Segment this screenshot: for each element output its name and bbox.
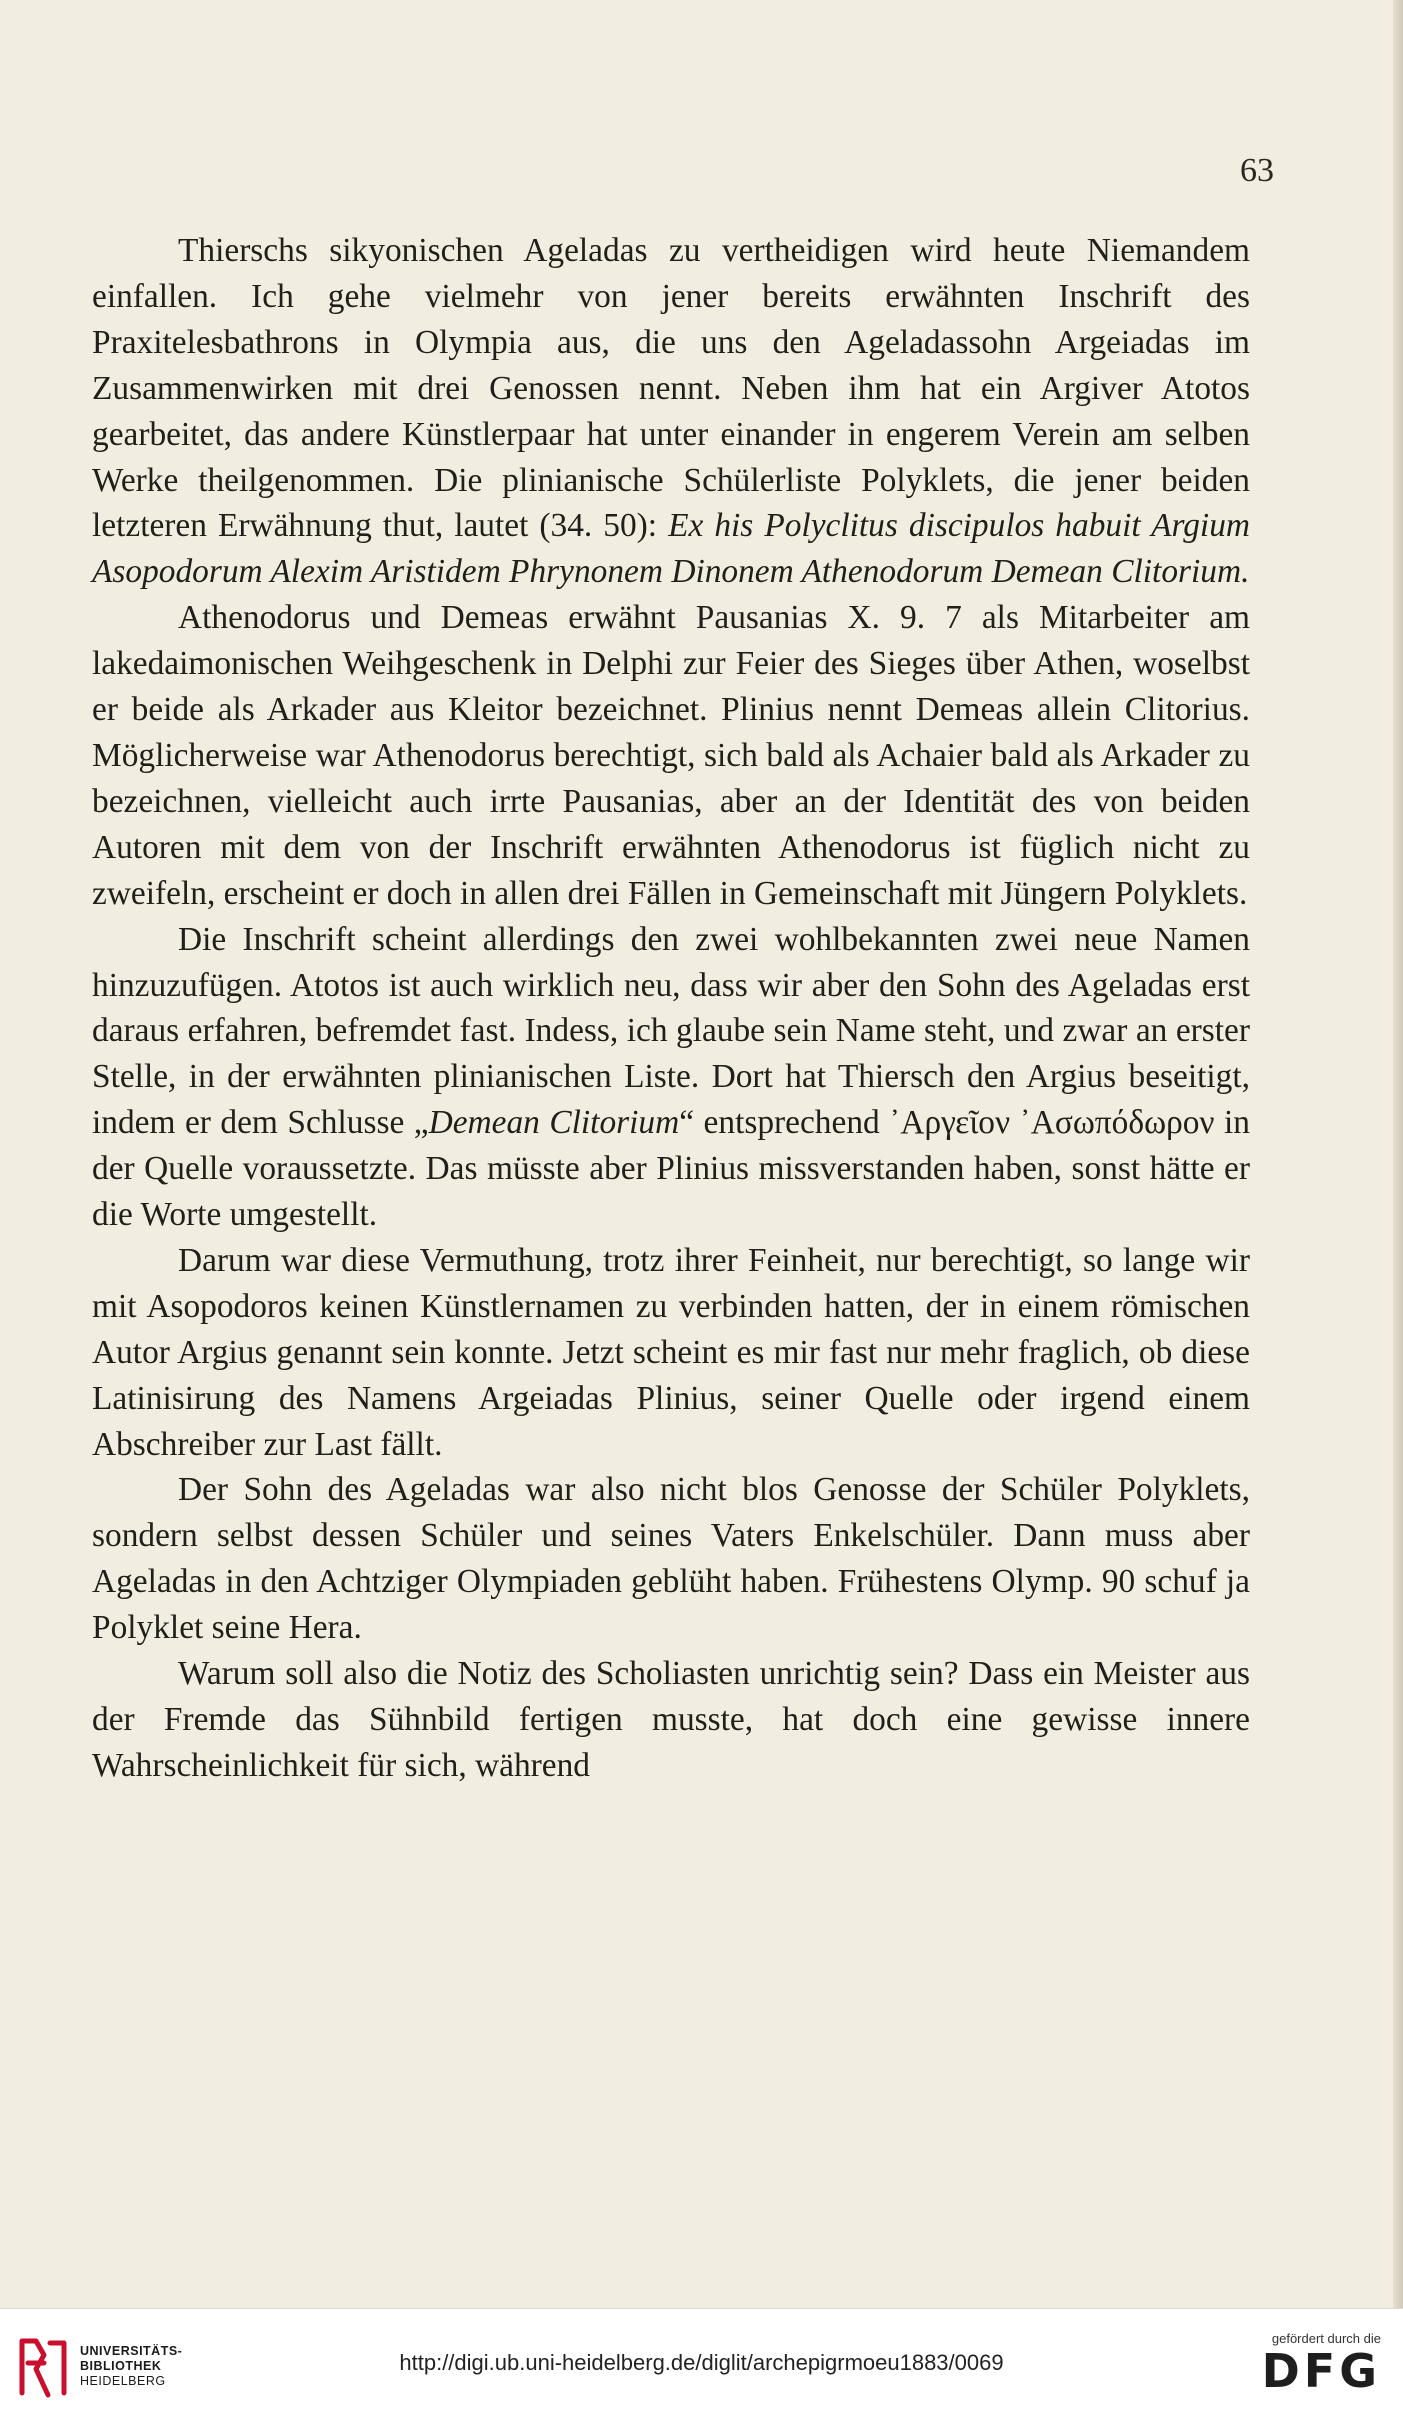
paragraph [92, 228, 1250, 595]
paragraph-text: Die Inschrift scheint allerdings den zwei wohlbekannten zwei neue Namen hinzuzufügen. Atotos ist auch wirklich neu, dass wir aber den Sohn des Ageladas erst daraus erfahren, befremdet fast. Indess, ich glaube sein Name steht, und zwar an erster Stelle, in der erwähnten plinianischen Liste. Dort hat Thiersch den Argius beseitigt, indem er dem Schlusse „ [92, 920, 1250, 1142]
paragraph [92, 1238, 1250, 1468]
dfg-logo-icon: DFG [1261, 2344, 1381, 2398]
paragraph-text: Athenodorus und Demeas erwähnt Pausanias X. 9. 7 als Mitarbeiter am lakedaimonischen Weihgeschenk in Delphi zur Feier des Sieges über Athen, woselbst er beide als Arkader aus Kleitor bezeichnet. Plinius nennt Demeas allein Clitorius. Möglicherweise war Athenodorus berechtigt, sich bald als Achaier bald als Arkader zu bezeichnen, vielleicht auch irrte Pausanias, aber an der Identität des von beiden Autoren mit dem von der Inschrift erwähnten Athenodorus ist füglich nicht zu zweifeln, erscheint er doch in allen drei Fällen in Gemeinschaft mit Jüngern Polyklets. [92, 599, 1250, 912]
paragraph-text: Darum war diese Vermuthung, trotz ihrer Feinheit, nur berechtigt, so lange wir mit Asopodoros keinen Künstlernamen zu verbinden hatten, der in einem römischen Autor Argius genannt sein konnte. Jetzt scheint es mir fast nur mehr fraglich, ob diese Latinisirung des Namens Argeiadas Plinius, seiner Quelle oder irgend einem Abschreiber zur Last fällt. [92, 1241, 1250, 1463]
paragraph-text: Warum soll also die Notiz des Scholiasten unrichtig sein? Dass ein Meister aus der Fremde das Sühnbild fertigen musste, hat doch eine gewisse innere Wahrscheinlichkeit für sich, während [92, 1655, 1250, 1784]
italic-quotation: Demean Clitorium [428, 1104, 680, 1142]
page-number: 63 [1240, 152, 1274, 189]
italic-quotation: Ex his Polyclitus discipulos habuit Argium Asopodorum Alexim Aristidem Phrynonem Dinonem Athenodorum Demean Clitorium. [92, 507, 1250, 591]
viewer-footer [0, 2308, 1403, 2416]
paragraph-text: “ entsprechend ᾿Αργεῖον ᾿Ασωπόδωρον in der Quelle voraussetzte. Das müsste aber Plinius missverstanden haben, sonst hätte er die Worte umgestellt. [92, 1104, 1250, 1234]
paragraph-text: Der Sohn des Ageladas war also nicht blos Genosse der Schüler Polyklets, sondern selbst dessen Schüler und seines Vaters Enkelschüler. Dann muss aber Ageladas in den Achtziger Olympiaden geblüht haben. Frühestens Olymp. 90 schuf ja Polyklet seine Hera. [92, 1471, 1250, 1647]
sponsor-block [1261, 2331, 1381, 2398]
paragraph [92, 595, 1250, 916]
institution-line-2: BIBLIOTHEK [80, 2359, 162, 2373]
paragraph-text: Thierschs sikyonischen Ageladas zu vertheidigen wird heute Niemandem einfallen. Ich gehe vielmehr von jener bereits erwähnten Inschrift des Praxitelesbathrons in Olympia aus, die uns den Ageladassohn Argeiadas im Zusammenwirken mit drei Genossen nennt. Neben ihm hat ein Argiver Atotos gearbeitet, das andere Künstlerpaar hat unter einander in engerem Verein am selben Werke theilgenommen. Die plinianische Schülerliste Polyklets, die jener beiden letzteren Erwähnung thut, lautet (34. 50): [92, 232, 1250, 545]
paragraph [92, 1467, 1250, 1651]
page-edge-shadow [1393, 0, 1403, 2308]
permalink-url[interactable]: http://digi.ub.uni-heidelberg.de/diglit/archepigrmoeu1883/0069 [399, 2350, 1004, 2375]
sponsor-label: gefördert durch die [1271, 2331, 1381, 2346]
body-text [92, 228, 1250, 1789]
institution-line-1: UNIVERSITÄTS- [80, 2344, 183, 2358]
paragraph [92, 1651, 1250, 1789]
paragraph [92, 917, 1250, 1238]
institution-line-3: HEIDELBERG [80, 2374, 166, 2388]
